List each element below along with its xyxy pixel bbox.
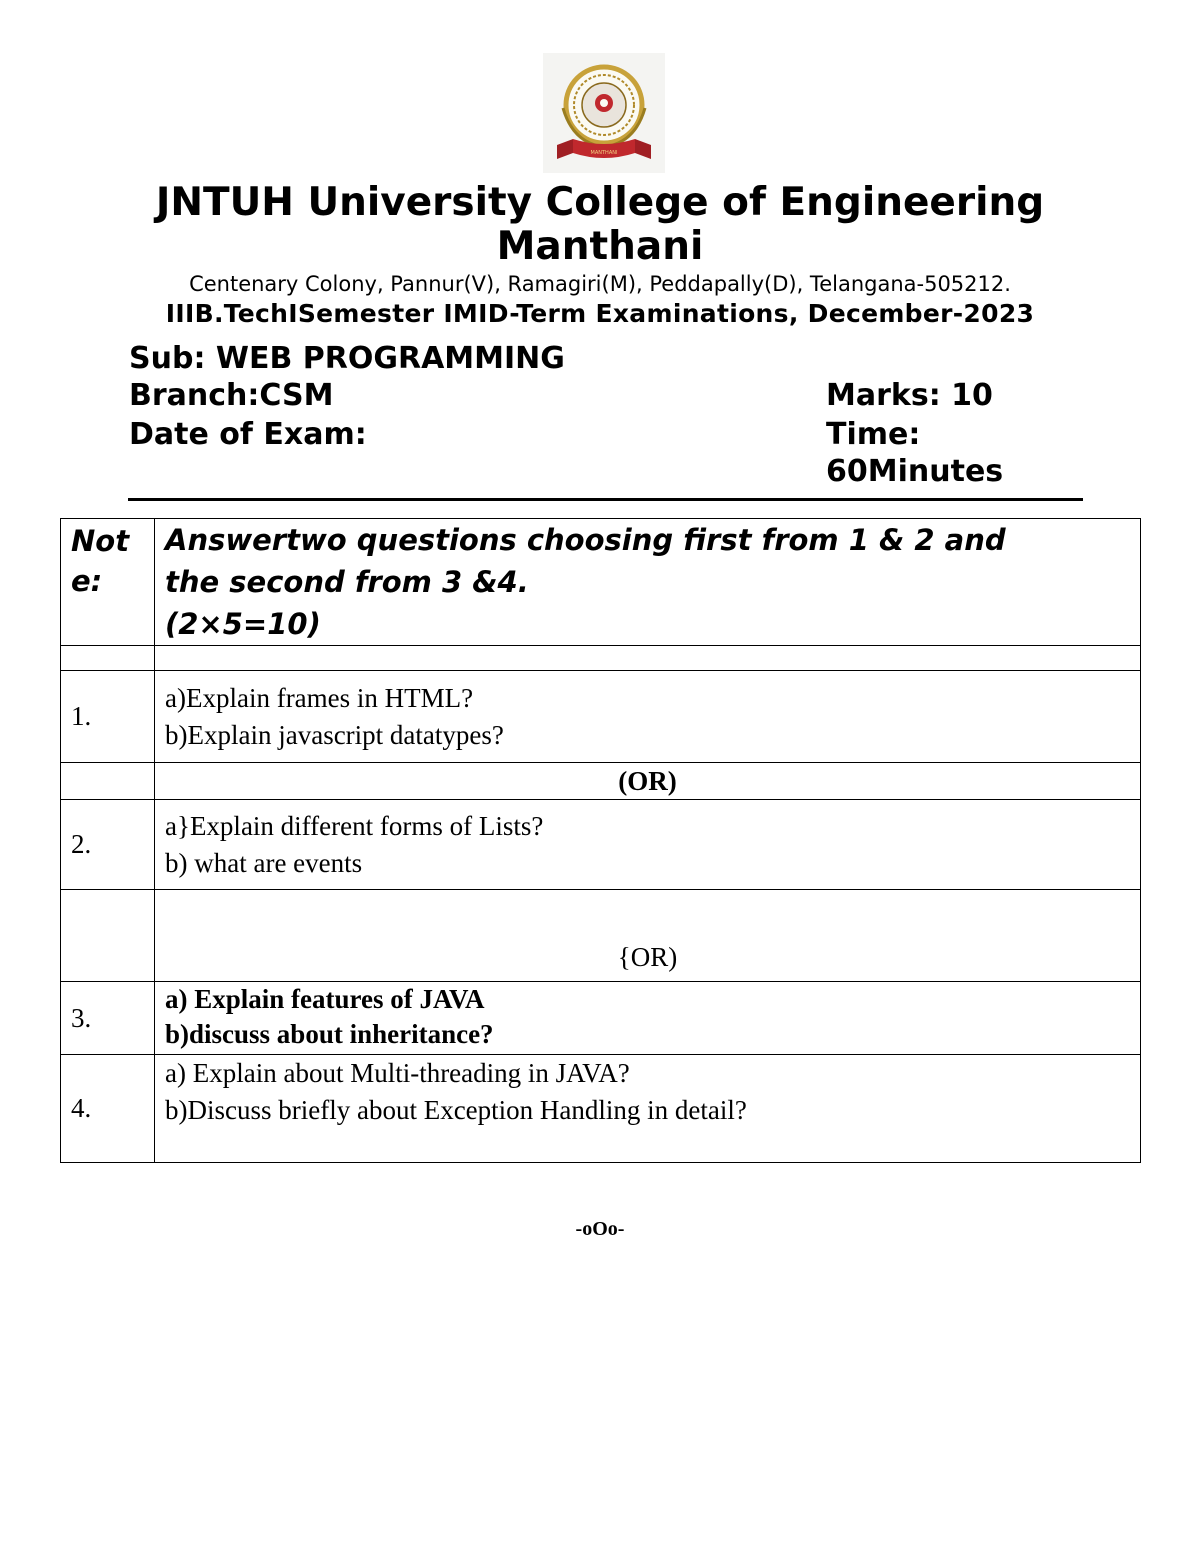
or-separator: {OR) <box>155 890 1141 982</box>
college-seal-logo <box>543 53 665 173</box>
question-table <box>60 518 1141 1163</box>
or-row <box>61 763 1141 800</box>
question-number: 4. <box>61 1055 155 1163</box>
question-row-1 <box>61 671 1141 763</box>
header-divider <box>128 498 1083 501</box>
question-number: 2. <box>61 800 155 890</box>
branch-label: Branch:CSM <box>129 378 334 413</box>
spacer-row <box>61 646 1141 671</box>
college-name-line2: Manthani <box>496 224 704 269</box>
note-row <box>61 519 1141 646</box>
college-name-line1: JNTUH University College of Engineering <box>155 180 1045 225</box>
question-number: 3. <box>61 982 155 1055</box>
question-text: a) Explain features of JAVA b)discuss about inheritance? <box>155 982 1141 1055</box>
question-row-4 <box>61 1055 1141 1163</box>
time-label: Time: <box>826 417 921 452</box>
question-row-3 <box>61 982 1141 1055</box>
question-row-2 <box>61 800 1141 890</box>
date-of-exam-label: Date of Exam: <box>129 417 367 452</box>
question-text: a}Explain different forms of Lists? b) what are events <box>155 800 1141 890</box>
question-text: a) Explain about Multi-threading in JAVA? b)Discuss briefly about Exception Handling in detail? <box>155 1055 1141 1163</box>
exam-title: IIIB.TechISemester IMID-Term Examinations, December-2023 <box>165 299 1035 328</box>
college-address: Centenary Colony, Pannur(V), Ramagiri(M), Peddapally(D), Telangana-505212. <box>189 272 1011 296</box>
note-instructions: Answertwo questions choosing first from 1 & 2 and the second from 3 &4. (2×5=10) <box>155 519 1141 646</box>
svg-text:MANTHANI: MANTHANI <box>590 150 618 156</box>
subject-label: Sub: WEB PROGRAMMING <box>129 341 565 376</box>
or-separator: (OR) <box>155 763 1141 800</box>
question-number: 1. <box>61 671 155 763</box>
marks-label: Marks: 10 <box>826 378 993 413</box>
note-label: Not e: <box>61 519 155 646</box>
end-mark: -oOo- <box>575 1218 625 1240</box>
question-text: a)Explain frames in HTML? b)Explain javascript datatypes? <box>155 671 1141 763</box>
or-row <box>61 890 1141 982</box>
time-value: 60Minutes <box>826 454 1004 489</box>
